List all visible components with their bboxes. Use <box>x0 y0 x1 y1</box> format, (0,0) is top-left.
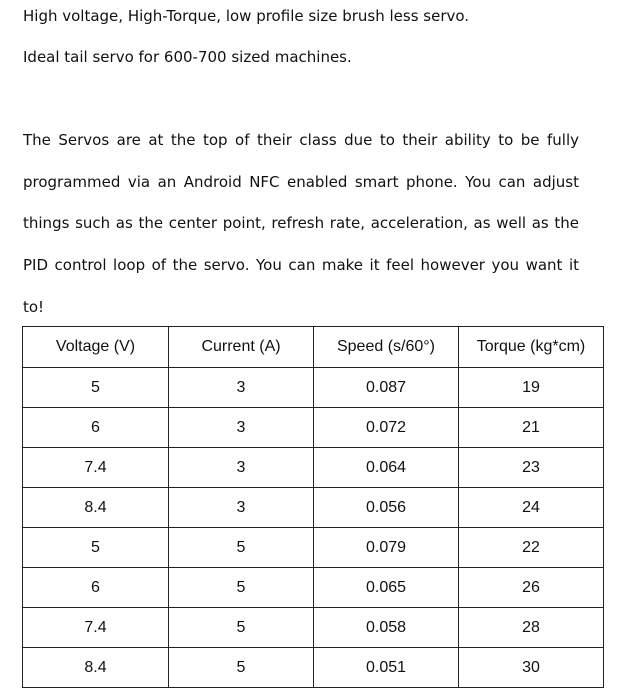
cell-voltage: 7.4 <box>23 608 169 648</box>
table-row <box>23 568 604 608</box>
description-line-3: things such as the center point, refresh rate, acceleration, as well as the <box>23 214 579 232</box>
cell-voltage: 7.4 <box>23 448 169 488</box>
description-line-2: programmed via an Android NFC enabled smart phone. You can adjust <box>23 173 579 191</box>
cell-torque: 23 <box>459 448 604 488</box>
header-speed: Speed (s/60°) <box>314 327 459 368</box>
cell-current: 5 <box>169 528 314 568</box>
cell-current: 5 <box>169 648 314 688</box>
cell-voltage: 8.4 <box>23 488 169 528</box>
cell-current: 5 <box>169 568 314 608</box>
cell-torque: 28 <box>459 608 604 648</box>
cell-torque: 21 <box>459 408 604 448</box>
table-row <box>23 408 604 448</box>
cell-voltage: 6 <box>23 568 169 608</box>
cell-current: 3 <box>169 408 314 448</box>
cell-current: 3 <box>169 448 314 488</box>
servo-spec-table <box>22 326 604 688</box>
table-row <box>23 528 604 568</box>
table-row <box>23 648 604 688</box>
header-current: Current (A) <box>169 327 314 368</box>
cell-voltage: 5 <box>23 528 169 568</box>
cell-speed: 0.058 <box>314 608 459 648</box>
cell-torque: 22 <box>459 528 604 568</box>
table-row <box>23 368 604 408</box>
cell-speed: 0.064 <box>314 448 459 488</box>
cell-speed: 0.087 <box>314 368 459 408</box>
description-line-1: The Servos are at the top of their class due to their ability to be fully <box>23 131 579 149</box>
cell-torque: 26 <box>459 568 604 608</box>
table-row <box>23 488 604 528</box>
intro-line-1: High voltage, High-Torque, low profile size brush less servo. <box>23 7 470 25</box>
cell-speed: 0.065 <box>314 568 459 608</box>
table-row <box>23 608 604 648</box>
cell-voltage: 6 <box>23 408 169 448</box>
description-line-4: PID control loop of the servo. You can make it feel however you want it <box>23 256 579 274</box>
cell-current: 5 <box>169 608 314 648</box>
cell-current: 3 <box>169 488 314 528</box>
cell-speed: 0.056 <box>314 488 459 528</box>
header-voltage: Voltage (V) <box>23 327 169 368</box>
table-header-row <box>23 327 604 368</box>
description-line-5: to! <box>23 298 45 316</box>
cell-speed: 0.079 <box>314 528 459 568</box>
cell-torque: 19 <box>459 368 604 408</box>
header-torque: Torque (kg*cm) <box>459 327 604 368</box>
cell-speed: 0.072 <box>314 408 459 448</box>
cell-voltage: 5 <box>23 368 169 408</box>
cell-voltage: 8.4 <box>23 648 169 688</box>
cell-torque: 24 <box>459 488 604 528</box>
cell-torque: 30 <box>459 648 604 688</box>
table-row <box>23 448 604 488</box>
cell-current: 3 <box>169 368 314 408</box>
intro-line-2: Ideal tail servo for 600-700 sized machines. <box>23 48 352 66</box>
cell-speed: 0.051 <box>314 648 459 688</box>
